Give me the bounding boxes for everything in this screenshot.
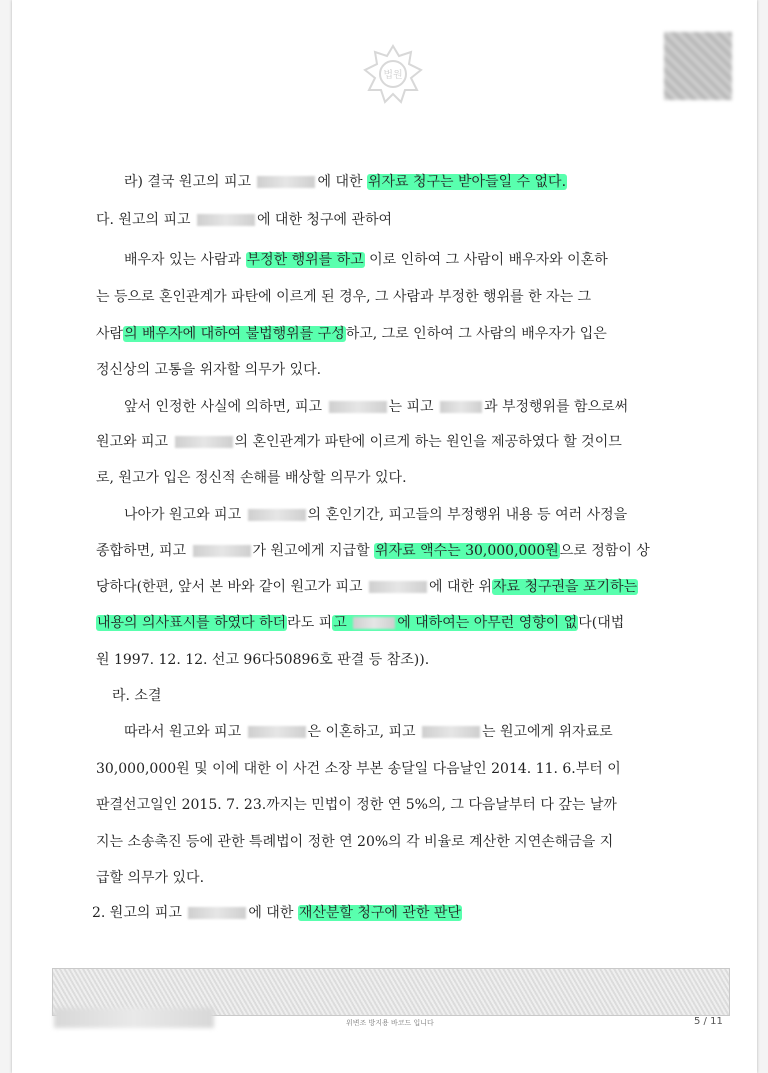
redacted-qr-code — [664, 32, 732, 100]
document-page: 법원 라) 결국 원고의 피고 에 대한 위자료 청구는 받아들일 수 없다. 다. 원고의 피고 에 대한 청구에 관하여 배우자 있는 사람과 부정한 행위를 하고 이로 인하여 그 사람이 배우자와 이혼하 는 등으로 혼인관계가 파탄에 이르게 된 경우, 그 사람과 부정한 행위를 한 자는 그 사람의 배우자에 대하여 불법행위를 구성하고, 그로 인하여 그 사람의 배우자가 입은 정신상의 고통을 위자할 의무가 있다. 앞서 인정한 사실에 의하면, 피고 는 피고 과 부정행위를 함으로써 원고와 피고 의 혼인관계가 파탄에 이르게 하는 원인을 제공하였다 할 것이므 로, 원고가 입은 정신적 손해를 배상할 의무가 있다. 나아가 원고와 피고 의 혼인기간, 피고들의 부정행위 내용 등 여러 사정을 종합하면, 피고 가 원고에게 지급할 위자료 액수는 30,000,000원으로 정함이 상 당하다(한편, 앞서 본 바와 같이 원고가 피고 에 대한 위자료 청구권을 포기하는 내용의 의사표시를 하였다 하더라도 피고 에 대하여는 아무런 영향이 없다(대법 원 1997. 12. 12. 선고 96다50896호 판결 등 참조)). 라. 소결 따라서 원고와 피고 은 이혼하고, 피고 는 원고에게 위자료로 30,000,000원 및 이에 대한 이 사건 소장 부본 송달일 다음날인 2014. 11. 6.부터 이 판결선고일인 2015. 7. 23.까지는 민법이 정한 연 5%의, 그 다음날부터 다 갚는 날까 지는 소송촉진 등에 관한 특례법이 정한 연 20%의 각 비율로 계산한 지연손해금을 지 급할 의무가 있다. 2. 원고의 피고 에 대한 재산분할 청구에 관한 판단 위변조 방지용 바코드 입니다 5 / 11 — [12, 0, 757, 1073]
redacted-name — [329, 401, 387, 413]
redacted-name — [188, 907, 246, 919]
redacted-name — [422, 726, 480, 738]
redacted-name — [369, 581, 427, 593]
redacted-name — [257, 176, 315, 188]
seal-text: 법원 — [383, 70, 403, 81]
page-number: 5 / 11 — [694, 1016, 723, 1027]
redacted-name — [175, 436, 233, 448]
highlight: 위자료 청구는 받아들일 수 없다. — [367, 174, 567, 190]
redacted-name — [197, 214, 255, 226]
redacted-name — [248, 726, 306, 738]
redacted-name — [193, 545, 251, 557]
redacted-name — [440, 401, 482, 413]
court-seal-icon — [359, 40, 427, 108]
redacted-name — [248, 509, 306, 521]
redacted-footer-info — [54, 1008, 214, 1028]
barcode-note: 위변조 방지용 바코드 입니다 — [346, 1019, 434, 1027]
redacted-name — [353, 617, 395, 629]
